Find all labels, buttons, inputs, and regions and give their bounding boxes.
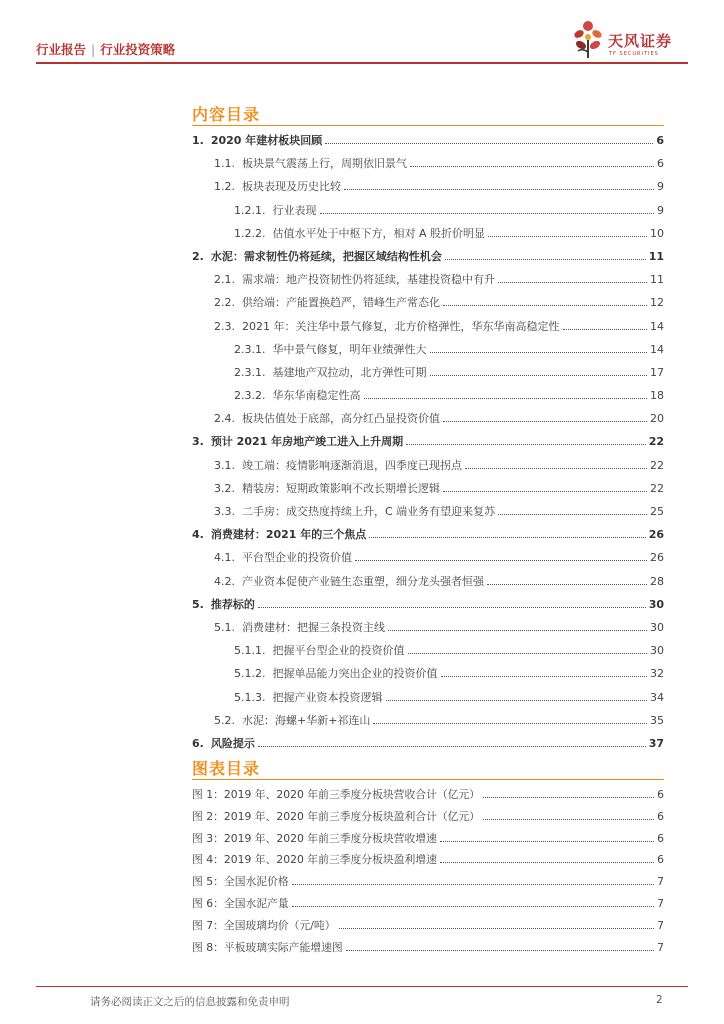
toc-entry-label: 行业表现	[272, 203, 317, 217]
toc-entry-page: 11	[648, 249, 664, 263]
toc-entry-number: 2.4.	[214, 412, 235, 426]
toc-entry-page: 26	[650, 551, 664, 565]
toc-entry-label: 把握单品能力突出企业的投资价值	[272, 667, 438, 681]
toc-entry-page: 30	[648, 597, 664, 611]
figure-entry-label: 图 5：全国水泥价格	[192, 875, 289, 889]
breadcrumb-item-report-type: 行业报告	[36, 42, 87, 57]
figure-dot-leader	[440, 848, 654, 863]
toc-entry[interactable]	[192, 476, 664, 499]
toc-entry-label: 水泥：需求韧性仍将延续，把握区域结构性机会	[210, 249, 442, 263]
toc-entry-page: 35	[650, 713, 664, 727]
figure-toc-title: 图表目录	[192, 759, 261, 778]
toc-entry-number: 2.3.1.	[234, 342, 266, 356]
toc-entry[interactable]	[192, 406, 664, 429]
toc-entry-label: 板块景气震荡上行，周期依旧景气	[242, 157, 407, 171]
toc-entry-number: 1.2.2.	[234, 226, 266, 240]
toc-entry[interactable]	[192, 267, 664, 290]
figure-dot-leader	[292, 870, 654, 885]
figure-entry-label: 图 6：全国水泥产量	[192, 896, 289, 910]
figure-entry-label: 图 8：平板玻璃实际产能增速图	[192, 940, 343, 954]
figure-entry-page: 7	[657, 896, 664, 910]
toc-entry[interactable]	[192, 198, 664, 221]
figure-entry[interactable]	[192, 870, 664, 892]
figure-dot-leader	[440, 827, 654, 842]
toc-dot-leader	[410, 151, 654, 167]
toc-entry-label: 产业资本促使产业链生态重塑，细分龙头强者恒强	[242, 574, 484, 588]
toc-entry-number: 2.3.	[214, 319, 235, 333]
toc-entry-label: 基建地产双拉动，北方弹性可期	[272, 365, 427, 379]
toc-entry-page: 17	[650, 365, 664, 379]
figure-entry[interactable]	[192, 783, 664, 805]
toc-entry[interactable]	[192, 569, 664, 592]
toc-entry-number: 5.1.3.	[234, 690, 266, 704]
toc-entry-page: 6	[656, 134, 664, 147]
toc-entry[interactable]	[192, 429, 664, 452]
figure-entry-page: 6	[657, 788, 664, 801]
toc-entry[interactable]	[192, 221, 664, 244]
toc-entry-label: 把握产业资本投资逻辑	[272, 690, 383, 704]
figure-entry-page: 7	[657, 918, 664, 932]
toc-entry-label: 精装房：短期政策影响不改长期增长逻辑	[242, 481, 440, 495]
toc-entry-number: 1.1.	[214, 157, 235, 171]
figure-dot-leader	[292, 892, 654, 907]
footer-divider	[36, 986, 688, 987]
toc-entry-label: 需求端：地产投资韧性仍将延续，基建投资稳中有升	[242, 273, 495, 287]
figure-entry-page: 7	[657, 875, 664, 889]
toc-entry-page: 10	[650, 226, 664, 240]
figure-dot-leader	[346, 936, 654, 951]
toc-entry[interactable]	[192, 383, 664, 406]
figure-entry-label: 图 4：2019 年、2020 年前三季度分板块盈利增速	[192, 853, 437, 867]
figure-entry[interactable]	[192, 848, 664, 870]
toc-entry[interactable]	[192, 290, 664, 313]
toc-entry[interactable]	[192, 592, 664, 615]
toc-entry-number: 3.2.	[214, 481, 235, 495]
toc-entry-page: 22	[648, 435, 664, 449]
toc-dot-leader	[445, 244, 646, 260]
toc-entry-page: 25	[650, 505, 664, 518]
figure-dot-leader	[339, 914, 655, 929]
toc-entry[interactable]	[192, 128, 664, 151]
footer-disclaimer: 请务必阅读正文之后的信息披露和免责申明	[90, 996, 290, 1008]
toc-dot-leader	[355, 545, 647, 561]
toc-entry-page: 32	[650, 667, 664, 681]
toc-entry[interactable]	[192, 151, 664, 174]
toc-dot-leader	[408, 638, 648, 654]
toc-entry-page: 34	[650, 690, 664, 704]
page-number: 2	[656, 994, 663, 1006]
toc-dot-leader	[465, 453, 647, 469]
toc-dot-leader	[443, 476, 647, 492]
toc-entry-number: 4.2.	[214, 574, 235, 588]
toc-entry-label: 消费建材：2021 年的三个焦点	[210, 528, 367, 542]
breadcrumb-separator: |	[91, 42, 96, 57]
toc-entry-page: 20	[650, 412, 664, 426]
toc-dot-leader	[388, 615, 647, 631]
toc-entry-label: 板块表现及历史比较	[242, 180, 341, 194]
toc-entry[interactable]	[192, 453, 664, 476]
toc-entry-label: 消费建材：把握三条投资主线	[242, 620, 385, 634]
toc-entry-number: 5.1.	[214, 620, 235, 634]
figure-entry[interactable]	[192, 936, 664, 958]
toc-title-rule	[192, 125, 664, 126]
logo-wordmark: 天风证券	[608, 32, 673, 50]
toc-entry[interactable]	[192, 545, 664, 568]
toc-dot-leader	[563, 314, 648, 330]
toc-entry[interactable]	[192, 499, 664, 522]
toc-entry-number: 4.1.	[214, 551, 235, 565]
toc-entry[interactable]	[192, 174, 664, 197]
toc-entry-page: 11	[650, 273, 664, 287]
toc-dot-leader	[369, 522, 645, 538]
toc-entry-page: 9	[657, 203, 664, 217]
toc-entry-page: 28	[650, 574, 664, 588]
toc-entry-page: 14	[650, 319, 664, 333]
toc-entry-label: 供给端：产能置换趋严，错峰生产常态化	[242, 296, 440, 310]
toc-entry[interactable]	[192, 337, 664, 360]
figure-entry[interactable]	[192, 914, 664, 936]
toc-entry-number: 2.	[192, 249, 204, 263]
toc-entry-label: 水泥：海螺+华新+祁连山	[242, 713, 371, 727]
toc-entry-label: 推荐标的	[210, 597, 255, 611]
toc-dot-leader	[386, 685, 648, 701]
report-breadcrumb	[36, 40, 175, 58]
toc-entry-page: 30	[650, 620, 664, 634]
toc-title: 内容目录	[192, 105, 261, 124]
toc-entry-number: 2.2.	[214, 296, 235, 310]
toc-entry-number: 4.	[192, 528, 204, 542]
figure-dot-leader	[483, 805, 654, 820]
toc-entry[interactable]	[192, 731, 664, 754]
toc-entry-number: 3.	[192, 435, 204, 449]
toc-dot-leader	[487, 569, 647, 585]
toc-dot-leader	[344, 174, 654, 190]
figure-entry-label: 图 7：全国玻璃均价（元/吨）	[192, 918, 336, 932]
toc-entry-number: 1.	[192, 134, 204, 147]
toc-entry-label: 风险提示	[210, 736, 255, 750]
toc-entry-label: 竣工端：疫情影响逐渐消退，四季度已现拐点	[242, 458, 462, 472]
toc-dot-leader	[443, 406, 647, 422]
toc-entry-page: 22	[650, 458, 664, 472]
figure-entry-page: 6	[657, 831, 664, 845]
figure-entry[interactable]	[192, 805, 664, 827]
company-logo	[568, 18, 698, 64]
toc-entry-page: 26	[648, 528, 664, 542]
toc-dot-leader	[498, 499, 647, 515]
toc-dot-leader	[258, 592, 646, 608]
toc-entry-number: 2.3.2.	[234, 389, 266, 403]
toc-entry-label: 2021 年：关注华中景气修复，北方价格弹性，华东华南高稳定性	[242, 319, 560, 333]
toc-dot-leader	[258, 731, 646, 747]
toc-entry[interactable]	[192, 360, 664, 383]
figure-entry[interactable]	[192, 892, 664, 914]
toc-entry-page: 22	[650, 481, 664, 495]
logo-subtitle: TF SECURITIES	[609, 51, 659, 57]
figure-toc-list	[192, 783, 664, 957]
toc-entry-number: 5.	[192, 597, 204, 611]
toc-entry[interactable]	[192, 708, 664, 731]
toc-entry-page: 14	[650, 342, 664, 356]
figure-entry-label: 图 3：2019 年、2020 年前三季度分板块营收增速	[192, 831, 437, 845]
figure-toc-title-rule	[192, 779, 664, 780]
toc-entry[interactable]	[192, 661, 664, 684]
toc-entry-page: 6	[657, 157, 664, 171]
toc-dot-leader	[364, 383, 648, 399]
toc-list	[192, 128, 664, 754]
toc-entry-label: 二手房：成交热度持续上升，C 端业务有望迎来复苏	[242, 505, 496, 518]
toc-dot-leader	[430, 337, 648, 353]
toc-entry-number: 6.	[192, 736, 204, 750]
toc-entry-number: 2.3.1.	[234, 365, 266, 379]
toc-entry[interactable]	[192, 314, 664, 337]
toc-entry-page: 37	[648, 736, 664, 750]
toc-dot-leader	[325, 128, 653, 144]
toc-dot-leader	[488, 221, 647, 237]
toc-entry[interactable]	[192, 522, 664, 545]
toc-entry-number: 1.2.	[214, 180, 235, 194]
toc-entry-label: 板块估值处于底部，高分红凸显投资价值	[242, 412, 440, 426]
toc-entry-page: 30	[650, 644, 664, 658]
toc-entry-number: 5.1.2.	[234, 667, 266, 681]
toc-entry-label: 华中景气修复，明年业绩弹性大	[272, 342, 427, 356]
toc-entry-page: 12	[650, 296, 664, 310]
flower-logo-icon	[568, 18, 608, 62]
toc-entry-label: 华东华南稳定性高	[272, 389, 361, 403]
toc-entry[interactable]	[192, 615, 664, 638]
toc-entry-page: 18	[650, 389, 664, 403]
toc-entry[interactable]	[192, 638, 664, 661]
toc-entry-label: 把握平台型企业的投资价值	[272, 644, 405, 658]
figure-entry-label: 图 1：2019 年、2020 年前三季度分板块营收合计（亿元）	[192, 788, 481, 801]
toc-dot-leader	[373, 708, 647, 724]
figure-entry-label: 图 2：2019 年、2020 年前三季度分板块盈利合计（亿元）	[192, 809, 481, 823]
toc-entry-number: 3.1.	[214, 458, 235, 472]
toc-entry-label: 预计 2021 年房地产竣工进入上升周期	[210, 435, 404, 449]
figure-entry-page: 7	[657, 940, 664, 954]
toc-dot-leader	[443, 290, 647, 306]
toc-dot-leader	[320, 198, 655, 214]
toc-entry-number: 5.2.	[214, 713, 235, 727]
figure-entry-page: 6	[657, 853, 664, 867]
figure-entry-page: 6	[657, 809, 664, 823]
toc-entry-label: 平台型企业的投资价值	[242, 551, 352, 565]
toc-dot-leader	[441, 661, 648, 677]
toc-entry[interactable]	[192, 244, 664, 267]
toc-dot-leader	[498, 267, 647, 283]
toc-entry-number: 5.1.1.	[234, 644, 266, 658]
toc-entry-number: 1.2.1.	[234, 203, 266, 217]
toc-entry-number: 3.3.	[214, 505, 235, 518]
breadcrumb-item-category: 行业投资策略	[100, 42, 176, 57]
figure-entry[interactable]	[192, 827, 664, 849]
toc-entry-label: 2020 年建材板块回顾	[210, 134, 323, 147]
toc-entry-label: 估值水平处于中枢下方，相对 A 股折价明显	[272, 226, 486, 240]
toc-entry-number: 2.1.	[214, 273, 235, 287]
figure-dot-leader	[483, 783, 654, 798]
toc-entry-page: 9	[657, 180, 664, 194]
toc-entry[interactable]	[192, 685, 664, 708]
toc-dot-leader	[406, 429, 646, 445]
toc-dot-leader	[430, 360, 648, 376]
